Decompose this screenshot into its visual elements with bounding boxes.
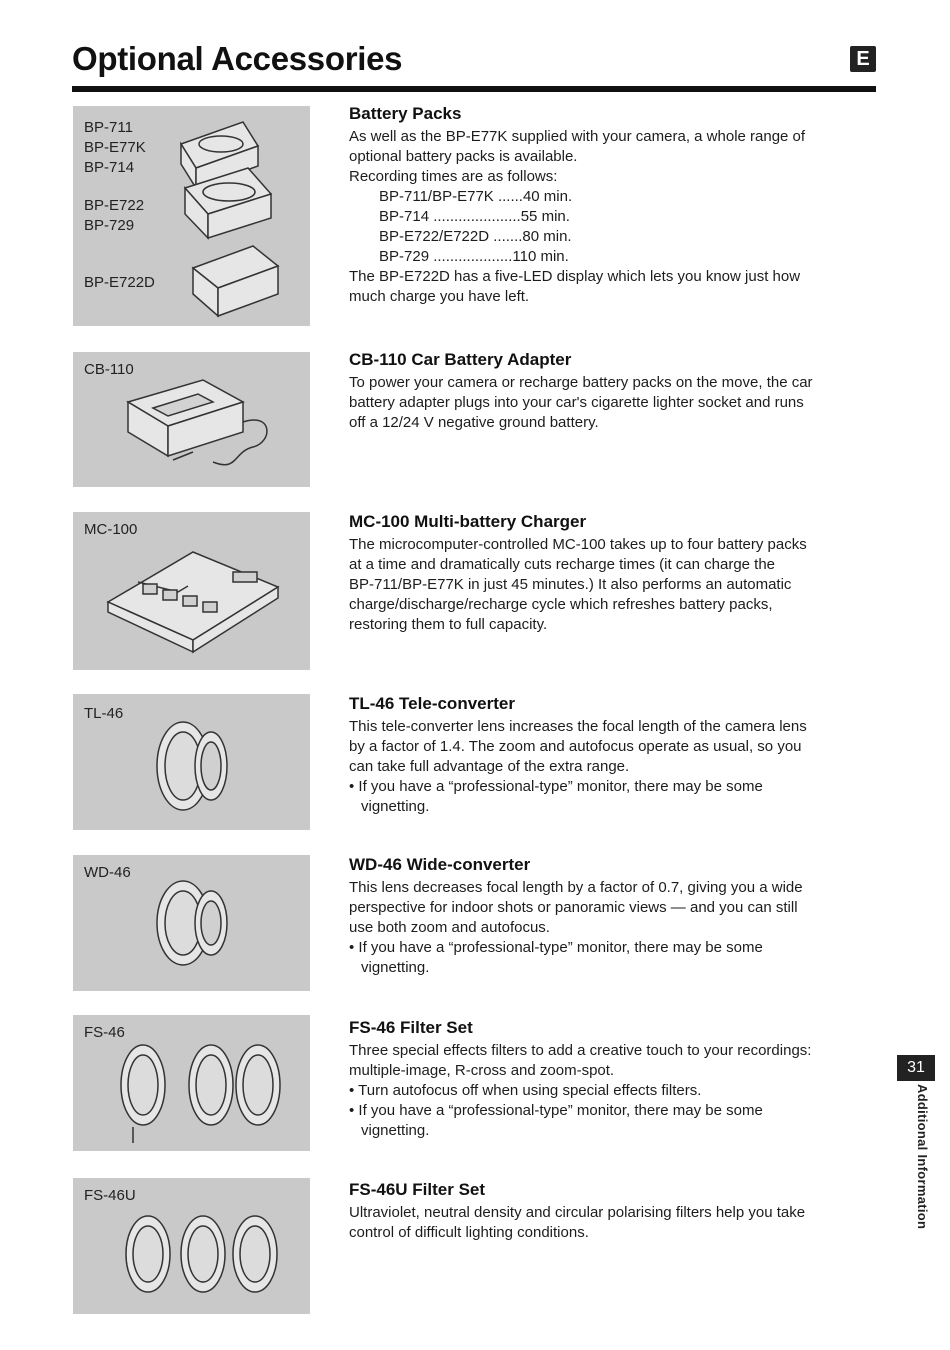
body-line: control of difficult lighting conditions. — [349, 1224, 589, 1241]
body-line: BP-711/BP-E77K in just 45 minutes.) It also performs an automatic — [349, 576, 792, 593]
wide-converter-illustration — [73, 855, 310, 991]
body-line: much charge you have left. — [349, 288, 530, 305]
battery-image-panel — [73, 106, 310, 326]
body-line: Ultraviolet, neutral density and circular polarising filters help you take — [349, 1204, 806, 1221]
bullet-line-continuation: vignetting. — [361, 798, 430, 815]
section-title-cb110: CB-110 Car Battery Adapter — [349, 350, 572, 369]
panel-label-bpe77k: BP-E77K — [84, 139, 146, 156]
bullet-line-continuation: vignetting. — [361, 1122, 430, 1139]
section-body — [349, 373, 869, 433]
cb110-image-panel — [73, 352, 310, 487]
recording-time-row: BP-729 ...................110 min. — [379, 248, 569, 265]
section-body — [349, 127, 869, 307]
section-title-tl46: TL-46 Tele-converter — [349, 694, 515, 713]
section-body — [349, 878, 869, 978]
mc100-section — [349, 512, 869, 635]
wd46-section — [349, 855, 869, 978]
panel-label-mc100: MC-100 — [84, 521, 138, 538]
body-line: As well as the BP-E77K supplied with your camera, a whole range of — [349, 128, 806, 145]
title-rule — [72, 86, 876, 92]
section-title-battery-packs: Battery Packs — [349, 104, 462, 123]
body-line: Recording times are as follows: — [349, 168, 558, 185]
section-body — [349, 717, 869, 817]
panel-label-fs46: FS-46 — [84, 1024, 125, 1041]
section-title-mc100: MC-100 Multi-battery Charger — [349, 512, 587, 531]
fs46-section — [349, 1018, 869, 1141]
battery-packs-section — [349, 104, 869, 307]
tl46-section — [349, 694, 869, 817]
section-side-label: Additional Information — [915, 1084, 930, 1230]
mc100-image-panel — [73, 512, 310, 670]
section-body — [349, 1203, 869, 1243]
panel-label-bp714: BP-714 — [84, 159, 135, 176]
panel-label-bp729: BP-729 — [84, 217, 135, 234]
body-line: This lens decreases focal length by a factor of 0.7, giving you a wide — [349, 879, 803, 896]
wd46-image-panel — [73, 855, 310, 991]
recording-time-row: BP-E722/E722D .......80 min. — [379, 228, 572, 245]
body-line: use both zoom and autofocus. — [349, 919, 550, 936]
section-body — [349, 1041, 869, 1141]
multi-battery-charger-illustration — [73, 512, 310, 670]
body-line: To power your camera or recharge battery packs on the move, the car — [349, 374, 813, 391]
body-line: can take full advantage of the extra range. — [349, 758, 630, 775]
body-line: perspective for indoor shots or panoramic views — and you can still — [349, 899, 798, 916]
body-line: restoring them to full capacity. — [349, 616, 548, 633]
body-line: off a 12/24 V negative ground battery. — [349, 414, 599, 431]
bullet-line: • If you have a “professional-type” monitor, there may be some — [349, 778, 763, 795]
section-title-wd46: WD-46 Wide-converter — [349, 855, 531, 874]
body-line: at a time and dramatically cuts recharge times (it can charge the — [349, 556, 776, 573]
panel-label-wd46: WD-46 — [84, 864, 131, 881]
recording-time-row: BP-711/BP-E77K ......40 min. — [379, 188, 573, 205]
panel-label-bpe722d: BP-E722D — [84, 274, 155, 291]
bullet-line: • If you have a “professional-type” monitor, there may be some — [349, 1102, 763, 1119]
cb110-section — [349, 350, 869, 433]
panel-label-bp711: BP-711 — [84, 119, 133, 136]
page-title: Optional Accessories — [72, 40, 403, 77]
panel-label-bpe722: BP-E722 — [84, 197, 145, 214]
body-line: by a factor of 1.4. The zoom and autofocus operate as usual, so you — [349, 738, 802, 755]
section-title-fs46: FS-46 Filter Set — [349, 1018, 473, 1037]
body-line: The microcomputer-controlled MC-100 takes up to four battery packs — [349, 536, 807, 553]
car-battery-adapter-illustration — [73, 352, 310, 487]
tele-converter-illustration — [73, 694, 310, 830]
bullet-line: • Turn autofocus off when using special effects filters. — [349, 1082, 702, 1099]
body-line: multiple-image, R-cross and zoom-spot. — [349, 1062, 615, 1079]
section-body — [349, 535, 869, 635]
body-line: Three special effects filters to add a creative touch to your recordings: — [349, 1042, 812, 1059]
bullet-line-continuation: vignetting. — [361, 959, 430, 976]
body-line: The BP-E722D has a five-LED display which lets you know just how — [349, 268, 801, 285]
body-line: This tele-converter lens increases the focal length of the camera lens — [349, 718, 807, 735]
body-line: charge/discharge/recharge cycle which refreshes battery packs, — [349, 596, 773, 613]
bullet-line: • If you have a “professional-type” monitor, there may be some — [349, 939, 763, 956]
filter-set-u-illustration — [73, 1178, 310, 1314]
panel-label-fs46u: FS-46U — [84, 1187, 136, 1204]
body-line: battery adapter plugs into your car's cigarette lighter socket and runs — [349, 394, 804, 411]
fs46u-section — [349, 1180, 869, 1243]
fs46u-image-panel — [73, 1178, 310, 1314]
panel-label-cb110: CB-110 — [84, 361, 134, 378]
battery-pack-illustration — [73, 106, 310, 326]
page-number-tab: 31 — [897, 1055, 935, 1081]
fs46-image-panel — [73, 1015, 310, 1151]
section-title-fs46u: FS-46U Filter Set — [349, 1180, 486, 1199]
body-line: optional battery packs is available. — [349, 148, 578, 165]
language-badge: E — [850, 46, 876, 72]
recording-time-row: BP-714 .....................55 min. — [379, 208, 570, 225]
panel-label-tl46: TL-46 — [84, 705, 124, 722]
filter-set-illustration — [73, 1015, 310, 1151]
tl46-image-panel — [73, 694, 310, 830]
